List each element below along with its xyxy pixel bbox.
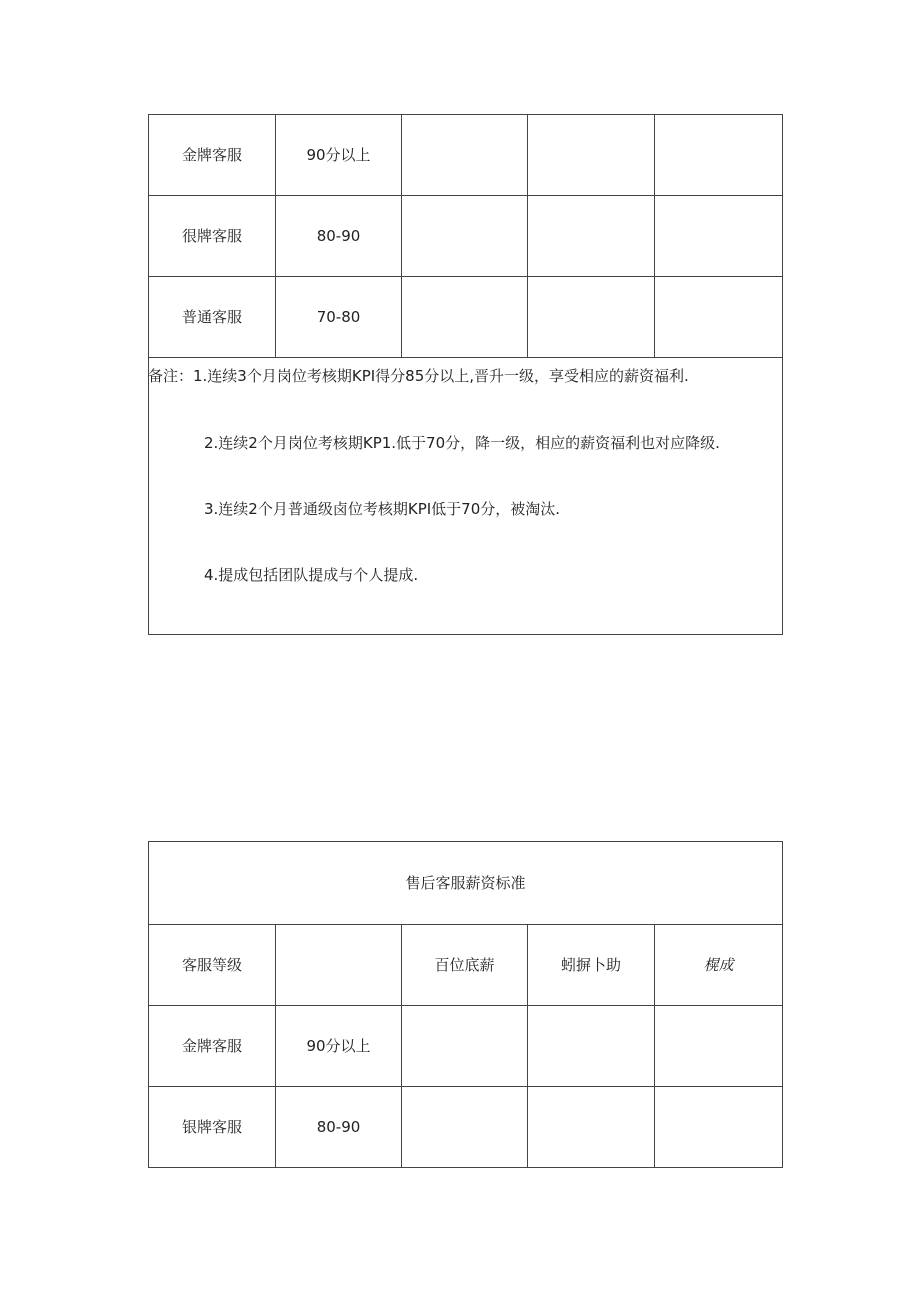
level-cell: 金牌客服 [149, 115, 276, 196]
score-cell: 90分以上 [276, 115, 402, 196]
after-sales-salary-table [148, 841, 783, 1168]
level-cell: 很牌客服 [149, 196, 276, 277]
header-level: 客服等级 [149, 925, 276, 1006]
note-2: 2.连续2个月岗位考核期KP1.低于70分，降一级，相应的薪资福利也对应降级. [204, 434, 720, 452]
table-row [149, 115, 783, 196]
empty-cell [655, 277, 783, 358]
notes-cell [149, 358, 783, 635]
empty-cell [528, 1087, 655, 1168]
note-1: 备注：1.连续3个月岗位考核期KPI得分85分以上,晋升一级，享受相应的薪资福利. [148, 367, 689, 385]
level-cell: 金牌客服 [149, 1006, 276, 1087]
empty-cell [402, 1087, 528, 1168]
empty-cell [402, 115, 528, 196]
empty-cell [528, 277, 655, 358]
score-cell: 80-90 [276, 196, 402, 277]
table-title-row [149, 842, 783, 925]
table-row [149, 1087, 783, 1168]
header-allowance: 蚓摒卜助 [528, 925, 655, 1006]
table-title: 售后客服薪资标准 [149, 842, 783, 925]
empty-cell [528, 115, 655, 196]
score-cell: 80-90 [276, 1087, 402, 1168]
empty-cell [528, 196, 655, 277]
empty-cell [528, 1006, 655, 1087]
empty-cell [655, 1006, 783, 1087]
notes-row [149, 358, 783, 635]
empty-cell [655, 115, 783, 196]
table-row [149, 1006, 783, 1087]
top-salary-table [148, 114, 783, 635]
header-commission: 榥成 [655, 925, 783, 1006]
note-4: 4.提成包括团队提成与个人提成. [204, 566, 419, 584]
table-row [149, 196, 783, 277]
empty-cell [402, 1006, 528, 1087]
empty-cell [402, 277, 528, 358]
empty-cell [655, 1087, 783, 1168]
score-cell: 90分以上 [276, 1006, 402, 1087]
table-row [149, 277, 783, 358]
score-cell: 70-80 [276, 277, 402, 358]
note-3: 3.连续2个月普通级卤位考核期KPI低于70分，被淘汰. [204, 500, 561, 518]
level-cell: 银牌客服 [149, 1087, 276, 1168]
empty-cell [655, 196, 783, 277]
level-cell: 普通客服 [149, 277, 276, 358]
empty-cell [402, 196, 528, 277]
header-base-salary: 百位底薪 [402, 925, 528, 1006]
table-header-row [149, 925, 783, 1006]
header-score [276, 925, 402, 1006]
